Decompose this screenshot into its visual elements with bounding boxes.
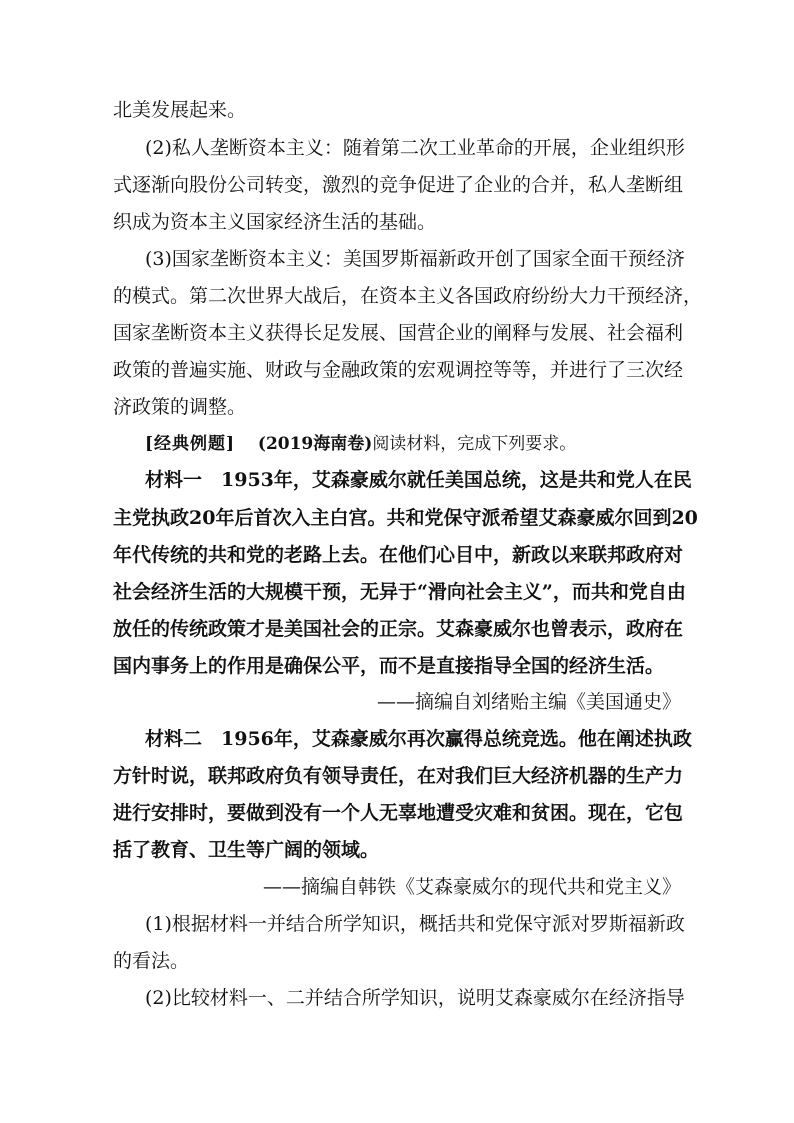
example-tag: [经典例题] <box>145 434 236 454</box>
question-line: (2)比较材料一、二并结合所学知识，说明艾森豪威尔在经济指导 <box>145 987 685 1009</box>
material2-line: 括了教育、卫生等广阔的领域。 <box>113 839 380 861</box>
example-source: (2019海南卷) <box>257 434 373 454</box>
paragraph-line: 的模式。第二次世界大战后，在资本主义各国政府纷纷大力干预经济， <box>113 285 703 307</box>
material1-line: 主党执政20年后首次入主白宫。共和党保守派希望艾森豪威尔回到20 <box>113 507 698 529</box>
material2-line: 方针时说，联邦政府负有领导责任，在对我们巨大经济机器的生产力 <box>113 765 684 787</box>
paragraph-line: 政策的普遍实施、财政与金融政策的宏观调控等等，并进行了三次经 <box>113 359 684 381</box>
paragraph-line: 式逐渐向股份公司转变，激烈的竞争促进了企业的合并，私人垄断组 <box>113 174 684 196</box>
material2-line: 材料二 1956年，艾森豪威尔再次赢得总统竞选。他在阐述执政 <box>145 728 692 750</box>
paragraph-line: 织成为资本主义国家经济生活的基础。 <box>113 211 437 233</box>
example-instruction: 阅读材料，完成下列要求。 <box>372 434 577 454</box>
material1-citation: ——摘编自刘绪贻主编《美国通史》 <box>376 691 681 713</box>
paragraph-line: 济政策的调整。 <box>113 396 247 418</box>
material1-line: 年代传统的共和党的老路上去。在他们心目中，新政以来联邦政府对 <box>113 544 684 566</box>
material2-citation: ——摘编自韩铁《艾森豪威尔的现代共和党主义》 <box>262 876 681 898</box>
material1-line: 放任的传统政策才是美国社会的正宗。艾森豪威尔也曾表示，政府在 <box>113 618 684 640</box>
material1-line: 国内事务上的作用是确保公平，而不是直接指导全国的经济生活。 <box>113 655 665 677</box>
paragraph-line: (3)国家垄断资本主义：美国罗斯福新政开创了国家全面干预经济 <box>145 248 685 270</box>
question-line: (1)根据材料一并结合所学知识，概括共和党保守派对罗斯福新政 <box>145 913 685 935</box>
material1-line: 社会经济生活的大规模干预，无异于“滑向社会主义”，而共和党自由 <box>113 581 686 603</box>
material1-line: 材料一 1953年，艾森豪威尔就任美国总统，这是共和党人在民 <box>145 469 692 491</box>
question-line: 的看法。 <box>113 950 190 972</box>
paragraph-line: (2)私人垄断资本主义：随着第二次工业革命的开展，企业组织形 <box>145 137 685 159</box>
paragraph-line: 国家垄断资本主义获得长足发展、国营企业的阐释与发展、社会福利 <box>113 322 684 344</box>
paragraph-line: 北美发展起来。 <box>113 99 247 121</box>
example-heading <box>145 432 681 456</box>
material2-line: 进行安排时，要做到没有一个人无辜地遭受灾难和贫困。现在，它包 <box>113 802 684 824</box>
